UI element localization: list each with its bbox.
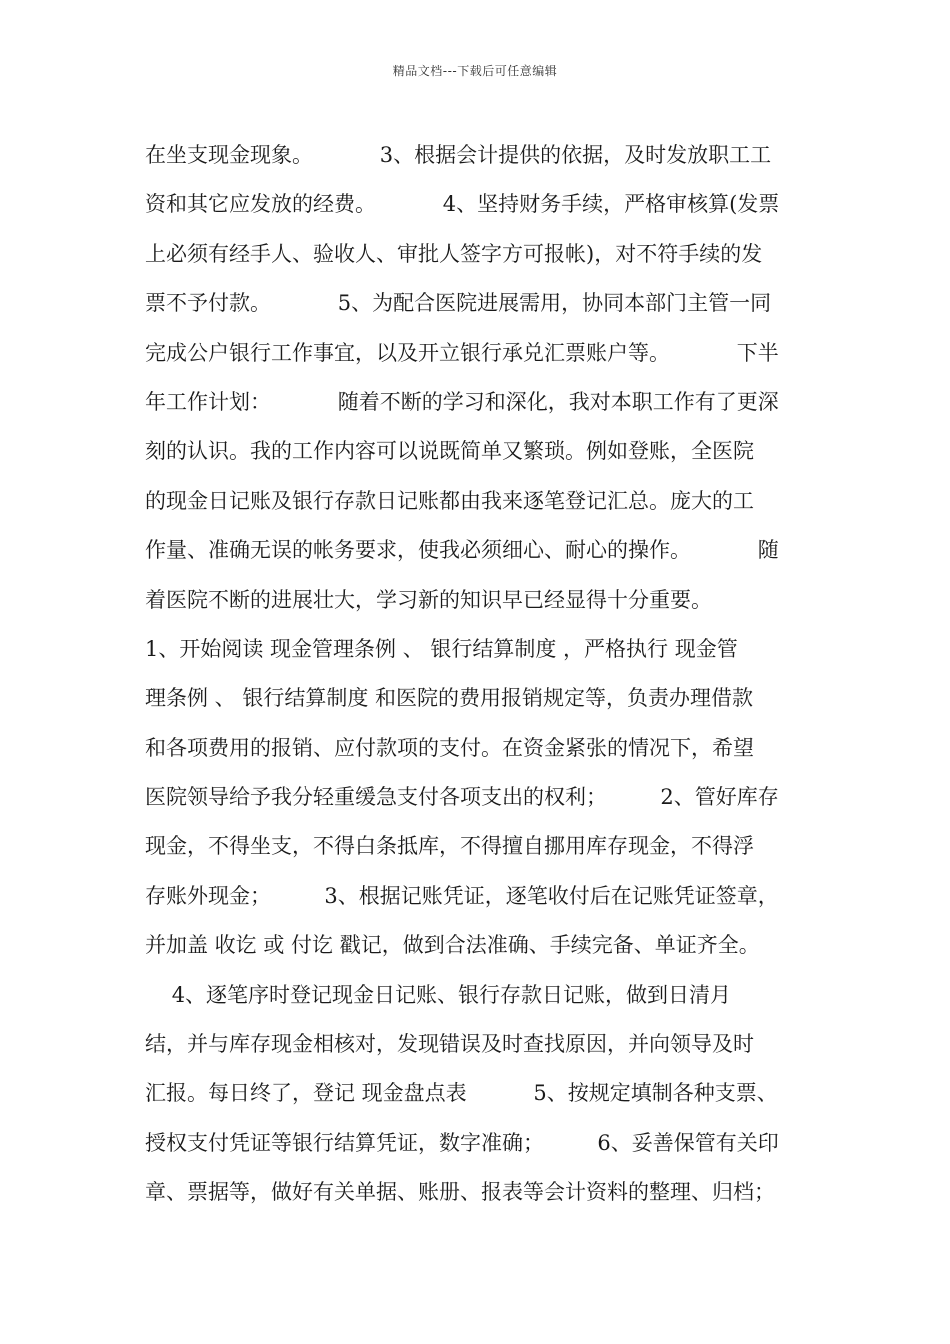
body-line: 医院领导给予我分轻重缓急支付各项支出的权利； 2、管好库存 <box>145 785 779 810</box>
body-line: 票不予付款。 5、为配合医院进展需用，协同本部门主管一同 <box>145 291 772 316</box>
body-line: 并加盖 收讫 或 付讫 戳记，做到合法准确、手续完备、单证齐全。 <box>145 933 760 958</box>
body-line: 汇报。每日终了，登记 现金盘点表 5、按规定填制各种支票、 <box>145 1081 778 1106</box>
body-line: 现金，不得坐支，不得白条抵库，不得擅自挪用库存现金，不得浮 <box>145 834 754 859</box>
body-line: 上必须有经手人、验收人、审批人签字方可报帐)，对不符手续的发 <box>145 241 763 266</box>
body-line: 1、开始阅读 现金管理条例 、 银行结算制度 ，严格执行 现金管 <box>145 636 738 661</box>
body-line: 理条例 、 银行结算制度 和医院的费用报销规定等，负责办理借款 <box>145 686 754 711</box>
body-line: 结，并与库存现金相核对，发现错误及时查找原因，并向领导及时 <box>145 1032 754 1057</box>
document-body <box>145 131 825 1218</box>
body-line: 年工作计划： 随着不断的学习和深化，我对本职工作有了更深 <box>145 389 779 414</box>
body-line: 的现金日记账及银行存款日记账都由我来逐笔登记汇总。庞大的工 <box>145 488 754 513</box>
body-line: 刻的认识。我的工作内容可以说既简单又繁琐。例如登账，全医院 <box>145 439 754 464</box>
body-line: 在坐支现金现象。 3、根据会计提供的依据，及时发放职工工 <box>145 143 772 167</box>
page-header: 精品文档---下载后可任意编辑 <box>392 64 558 78</box>
body-line: 完成公户银行工作事宜，以及开立银行承兑汇票账户等。 下半 <box>145 340 779 365</box>
body-line: 存账外现金； 3、根据记账凭证，逐笔收付后在记账凭证签章， <box>145 883 779 908</box>
body-line: 4、逐笔序时登记现金日记账、银行存款日记账，做到日清月 <box>145 982 732 1007</box>
body-line: 资和其它应发放的经费。 4、坚持财务手续，严格审核算(发票 <box>145 192 780 217</box>
body-line: 着医院不断的进展壮大，学习新的知识早已经显得十分重要。 <box>145 587 712 612</box>
body-line: 和各项费用的报销、应付款项的支付。在资金紧张的情况下，希望 <box>145 735 754 760</box>
body-line: 授权支付凭证等银行结算凭证，数字准确； 6、妥善保管有关印 <box>145 1130 779 1155</box>
body-line: 章、票据等，做好有关单据、账册、报表等会计资料的整理、归档； <box>145 1180 775 1205</box>
body-line: 作量、准确无误的帐务要求，使我必须细心、耐心的操作。 随 <box>145 538 779 563</box>
